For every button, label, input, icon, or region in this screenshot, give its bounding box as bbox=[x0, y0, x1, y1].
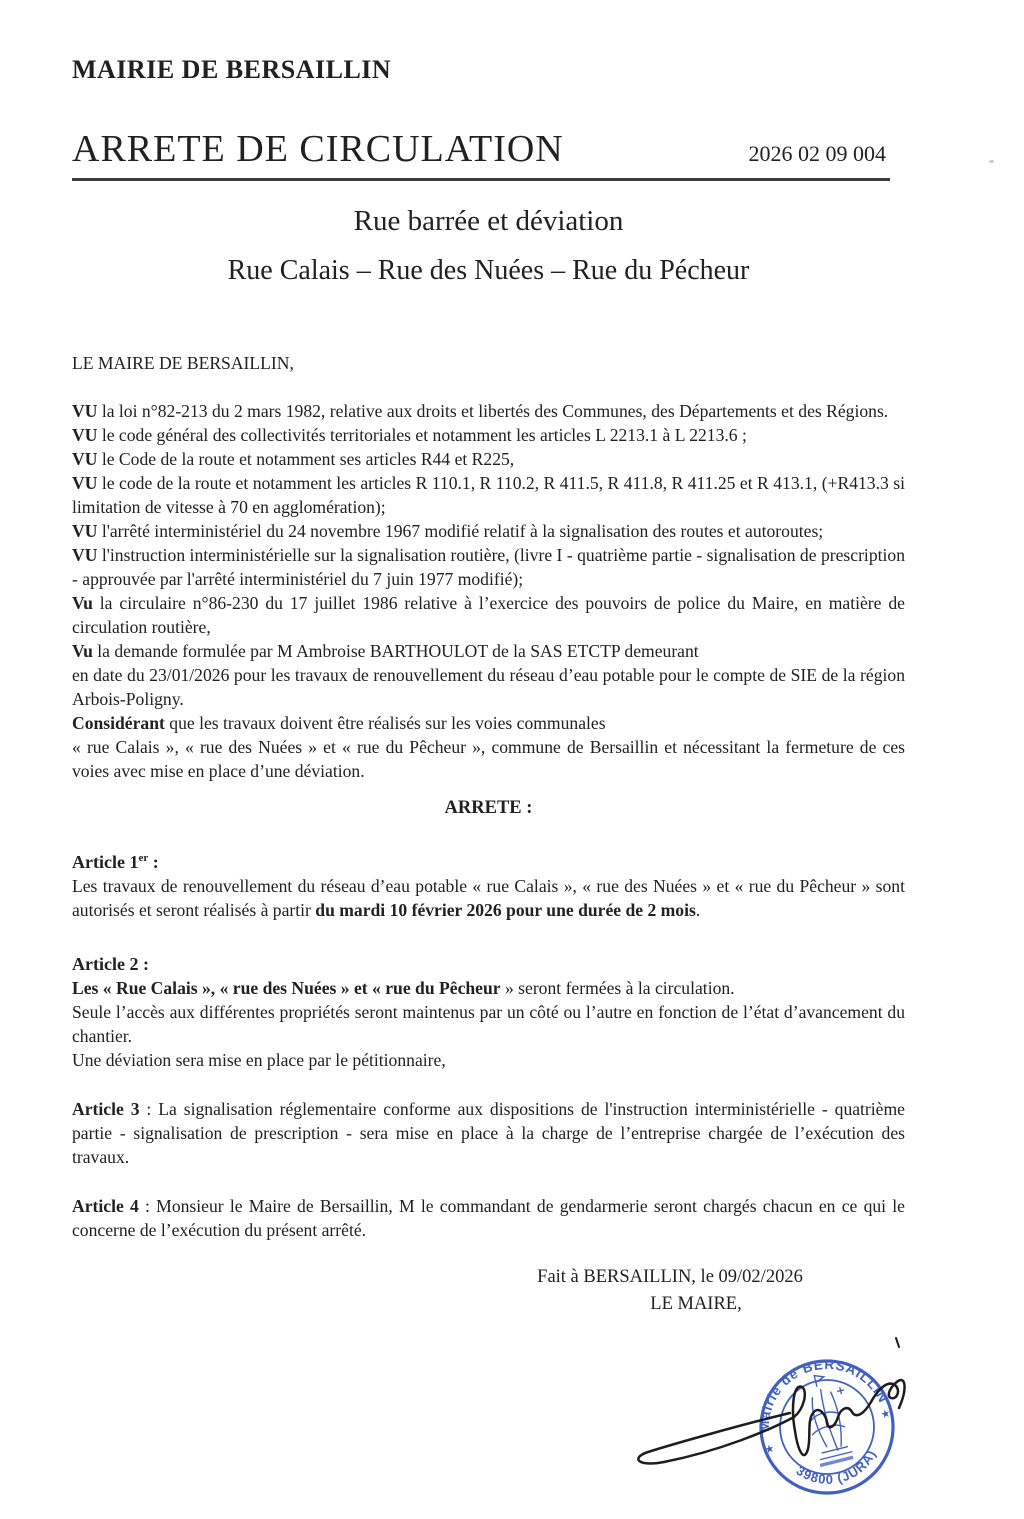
stamp-and-signature bbox=[580, 1325, 1020, 1519]
paragraph: « rue Calais », « rue des Nuées » et « rue du Pêcheur », commune de Bersaillin et nécessitant la fermeture de ces voies avec mise en place d’une déviation. bbox=[72, 737, 905, 781]
closing-block bbox=[460, 1264, 880, 1318]
stamp-arc-bottom-text: 39800 (JURA) bbox=[793, 1447, 880, 1487]
article-2-body: Les « Rue Calais », « rue des Nuées » et « rue du Pêcheur » seront fermées à la circulation. bbox=[72, 978, 735, 998]
svg-text:Mairie de BERSAILLIN bbox=[743, 1342, 892, 1435]
page-title: ARRETE DE CIRCULATION bbox=[72, 128, 564, 170]
doc-streets-subtitle: Rue Calais – Rue des Nuées – Rue du Pécheur bbox=[227, 255, 750, 286]
vu-paragraph: VU le code de la route et notamment les articles R 110.1, R 110.2, R 411.5, R 411.8, R 411.25 et R 413.1, (+R413.3 si limitation de vitesse à 70 en agglomération); bbox=[72, 473, 905, 517]
scan-artifact bbox=[989, 160, 994, 163]
title-row bbox=[72, 127, 890, 181]
stamp-star-left-icon: ★ bbox=[763, 1442, 776, 1457]
closing-signatory: LE MAIRE, bbox=[650, 1294, 742, 1314]
article-2-body: Une déviation sera mise en place par le pétitionnaire, bbox=[72, 1050, 446, 1070]
stamp-star-right-icon: ★ bbox=[879, 1407, 892, 1422]
article-1-body: Les travaux de renouvellement du réseau d’eau potable « rue Calais », « rue des Nuées » et « rue du Pêcheur » sont autorisés et seront réalisés à partir du mardi 10 février 2026 pour une durée de 2 mois. bbox=[72, 876, 905, 920]
article-3: Article 3 : La signalisation réglementaire conforme aux dispositions de l'instruction interministérielle - quatrième partie - signalisation de prescription - sera mise en place à la charge de l’entreprise chargée de l’exécution des travaux. bbox=[72, 1099, 905, 1167]
org-name: MAIRIE DE BERSAILLIN bbox=[72, 55, 392, 84]
article-2-heading: Article 2 : bbox=[72, 954, 149, 974]
closing-place-date: Fait à BERSAILLIN, le 09/02/2026 bbox=[537, 1267, 803, 1287]
vu-paragraph: Vu la demande formulée par M Ambroise BARTHOULOT de la SAS ETCTP demeurant bbox=[72, 641, 699, 661]
doc-reference-number: 2026 02 09 004 bbox=[748, 141, 886, 166]
vu-paragraph: Vu la circulaire n°86-230 du 17 juillet 1986 relative à l’exercice des pouvoirs de police du Maire, en matière de circulation routière, bbox=[72, 593, 905, 637]
vu-paragraph: VU le code général des collectivités territoriales et notamment les articles L 2213.1 à L 2213.6 ; bbox=[72, 425, 747, 445]
signature-tick bbox=[896, 1338, 899, 1347]
vu-paragraph: VU l'instruction interministérielle sur la signalisation routière, (livre I - quatrième partie - signalisation de prescription - approuvée par l'arrêté interministériel du 7 juin 1977 modifié); bbox=[72, 545, 905, 589]
document-body bbox=[72, 351, 905, 1242]
paragraph: en date du 23/01/2026 pour les travaux de renouvellement du réseau d’eau potable pour le compte de SIE de la région Arbois-Poligny. bbox=[72, 665, 905, 709]
article-1-heading: Article 1er : bbox=[72, 852, 159, 872]
considerant-paragraph: Considérant que les travaux doivent être réalisés sur les voies communales bbox=[72, 713, 606, 733]
article-2-body: Seule l’accès aux différentes propriétés seront maintenus par un côté ou l’autre en fonction de l’état d’avancement du chantier. bbox=[72, 1002, 905, 1046]
vu-paragraph: VU l'arrêté interministériel du 24 novembre 1967 modifié relatif à la signalisation des routes et autoroutes; bbox=[72, 521, 824, 541]
arrete-heading: ARRETE : bbox=[444, 798, 533, 818]
vu-paragraph: VU la loi n°82-213 du 2 mars 1982, relative aux droits et libertés des Communes, des Départements et des Régions. bbox=[72, 401, 889, 421]
vu-paragraph: VU le Code de la route et notamment ses articles R44 et R225, bbox=[72, 449, 515, 469]
salutation: LE MAIRE DE BERSAILLIN, bbox=[72, 353, 294, 373]
doc-subtitle: Rue barrée et déviation bbox=[353, 205, 624, 237]
stamp-arc-top-text: Mairie de BERSAILLIN bbox=[756, 1356, 892, 1433]
article-4: Article 4 : Monsieur le Maire de Bersaillin, M le commandant de gendarmerie seront chargés chacun en ce qui le concerne de l’exécution du présent arrêté. bbox=[72, 1196, 905, 1240]
